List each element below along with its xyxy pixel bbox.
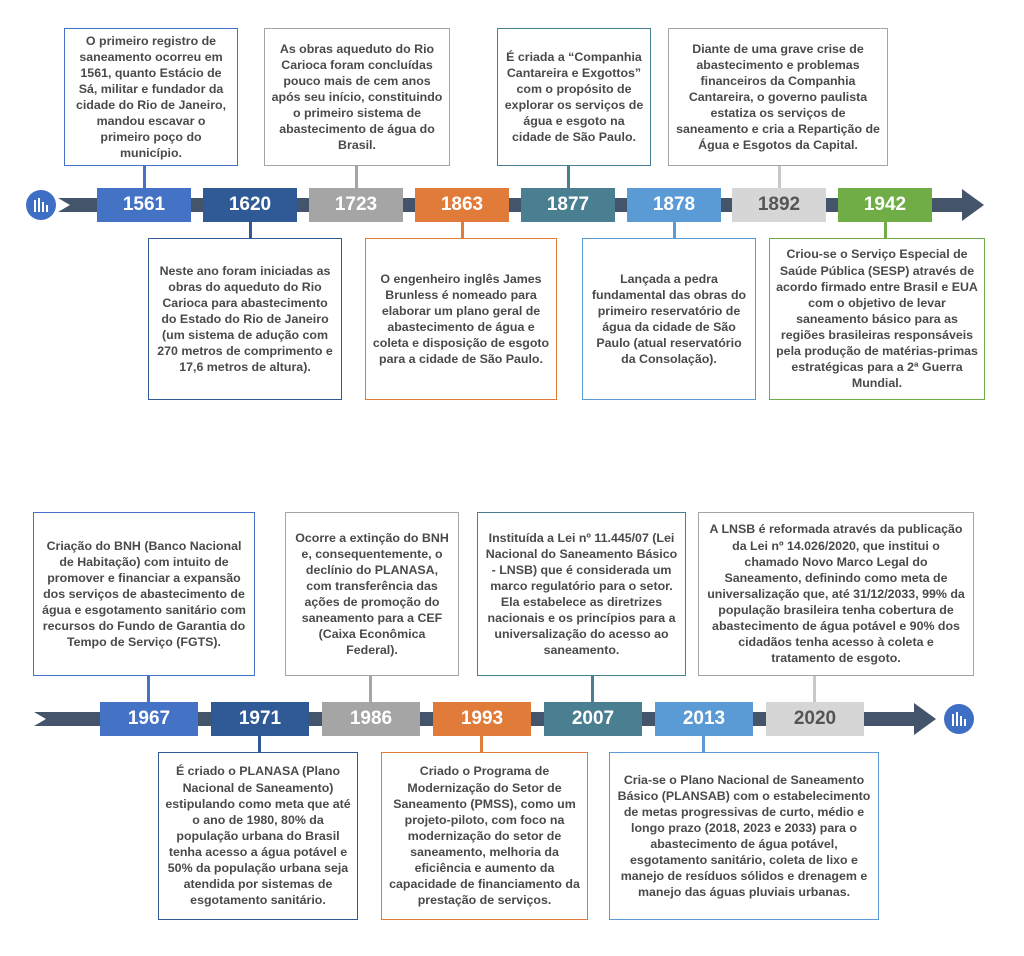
event-box-1620: Neste ano foram iniciadas as obras do aqueduto do Rio Carioca para abastecimento do Estado do Rio de Janeiro (um sistema de adução com 270 metros de comprimento e 17,6 metros de altura). <box>148 238 342 400</box>
year-marker-2007: 2007 <box>544 702 642 736</box>
year-marker-1993: 1993 <box>433 702 531 736</box>
year-marker-1892: 1892 <box>732 188 826 222</box>
year-marker-1863: 1863 <box>415 188 509 222</box>
connector <box>567 166 570 188</box>
aqueduct-logo-icon <box>944 704 974 734</box>
connector <box>673 222 676 238</box>
connector <box>884 222 887 238</box>
year-marker-1877: 1877 <box>521 188 615 222</box>
connector <box>813 676 816 702</box>
event-box-2013: Cria-se o Plano Nacional de Saneamento Básico (PLANSAB) com o estabelecimento de metas progressivas de curto, médio e longo prazo (2018, 2023 e 2033) para o abastecimento de água potável, esgotamento sanitário, coleta de lixo e manejo de resíduos sólidos e drenagem e manejo das águas pluviais urbanas. <box>609 752 879 920</box>
year-marker-1942: 1942 <box>838 188 932 222</box>
year-marker-2020: 2020 <box>766 702 864 736</box>
timeline-bar <box>58 198 966 212</box>
event-box-1892: Diante de uma grave crise de abastecimento e problemas financeiros da Companhia Cantareira, o governo paulista estatiza os serviços de saneamento e cria a Repartição de Água e Esgotos da Capital. <box>668 28 888 166</box>
event-box-1967: Criação do BNH (Banco Nacional de Habitação) com intuito de promover e financiar a expansão dos serviços de abastecimento de água e esgotamento sanitário com recursos do Fundo de Garantia do Tempo de Serviço (FGTS). <box>33 512 255 676</box>
event-box-1971: É criado o PLANASA (Plano Nacional de Saneamento) estipulando como meta que até o ano de 1980, 80% da população urbana do Brasil tenha acesso a água potável e 50% da população urbana seja atendida por sistemas de esgotamento sanitário. <box>158 752 358 920</box>
connector <box>249 222 252 238</box>
year-marker-1971: 1971 <box>211 702 309 736</box>
event-box-1942: Criou-se o Serviço Especial de Saúde Pública (SESP) através de acordo firmado entre Brasil e EUA com o objetivo de levar saneamento básico para as regiões brasileiras responsáveis pela produção de matérias-primas estratégicas para a 2ª Guerra Mundial. <box>769 238 985 400</box>
timeline-tail <box>34 712 46 726</box>
year-marker-1967: 1967 <box>100 702 198 736</box>
event-box-1878: Lançada a pedra fundamental das obras do primeiro reservatório de água da cidade de São Paulo (atual reservatório da Consolação). <box>582 238 756 400</box>
connector <box>702 736 705 752</box>
event-box-1993: Criado o Programa de Modernização do Setor de Saneamento (PMSS), como um projeto-piloto, com foco na modernização do setor de saneamento, melhoria da eficiência e aumento da capacidade de financiamento da prestação de serviços. <box>381 752 588 920</box>
event-box-2007: Instituída a Lei nº 11.445/07 (Lei Nacional do Saneamento Básico - LNSB) que é considerada um marco regulatório para o setor. Ela estabelece as diretrizes nacionais e os princípios para a universalização do acesso ao saneamento. <box>477 512 686 676</box>
year-marker-1878: 1878 <box>627 188 721 222</box>
event-box-1723: As obras aqueduto do Rio Carioca foram concluídas pouco mais de cem anos após seu início, constituindo o primeiro sistema de abastecimento de água do Brasil. <box>264 28 450 166</box>
connector <box>480 736 483 752</box>
event-box-1863: O engenheiro inglês James Brunless é nomeado para elaborar um plano geral de abastecimento de água e coleta e disposição de esgoto para a cidade de São Paulo. <box>365 238 557 400</box>
event-box-1986: Ocorre a extinção do BNH e, consequentemente, o declínio do PLANASA, com transferência das ações de promoção do saneamento para a CEF (Caixa Econômica Federal). <box>285 512 459 676</box>
year-marker-1620: 1620 <box>203 188 297 222</box>
connector <box>258 736 261 752</box>
connector <box>369 676 372 702</box>
event-box-2020: A LNSB é reformada através da publicação da Lei nº 14.026/2020, que institui o chamado Novo Marco Legal do Saneamento, definindo como meta de universalização que, até 31/12/2033, 99% da população brasileira tenha cobertura de abastecimento de água potável e 90% dos cidadãos tenha acesso à coleta e tratamento de esgoto. <box>698 512 974 676</box>
event-box-1877: É criada a “Companhia Cantareira e Exgottos” com o propósito de explorar os serviços de água e esgoto na cidade de São Paulo. <box>497 28 651 166</box>
connector <box>147 676 150 702</box>
year-marker-1986: 1986 <box>322 702 420 736</box>
event-box-1561: O primeiro registro de saneamento ocorreu em 1561, quanto Estácio de Sá, militar e fundador da cidade do Rio de Janeiro, mandou escavar o primeiro poço do município. <box>64 28 238 166</box>
connector <box>591 676 594 702</box>
connector <box>778 166 781 188</box>
aqueduct-logo-icon <box>26 190 56 220</box>
connector <box>461 222 464 238</box>
year-marker-1561: 1561 <box>97 188 191 222</box>
timeline-tail <box>58 198 70 212</box>
timeline-arrowhead <box>914 703 936 735</box>
year-marker-2013: 2013 <box>655 702 753 736</box>
connector <box>355 166 358 188</box>
timeline-1 <box>0 0 1024 440</box>
connector <box>143 166 146 188</box>
timeline-2 <box>0 500 1024 940</box>
year-marker-1723: 1723 <box>309 188 403 222</box>
timeline-arrowhead <box>962 189 984 221</box>
